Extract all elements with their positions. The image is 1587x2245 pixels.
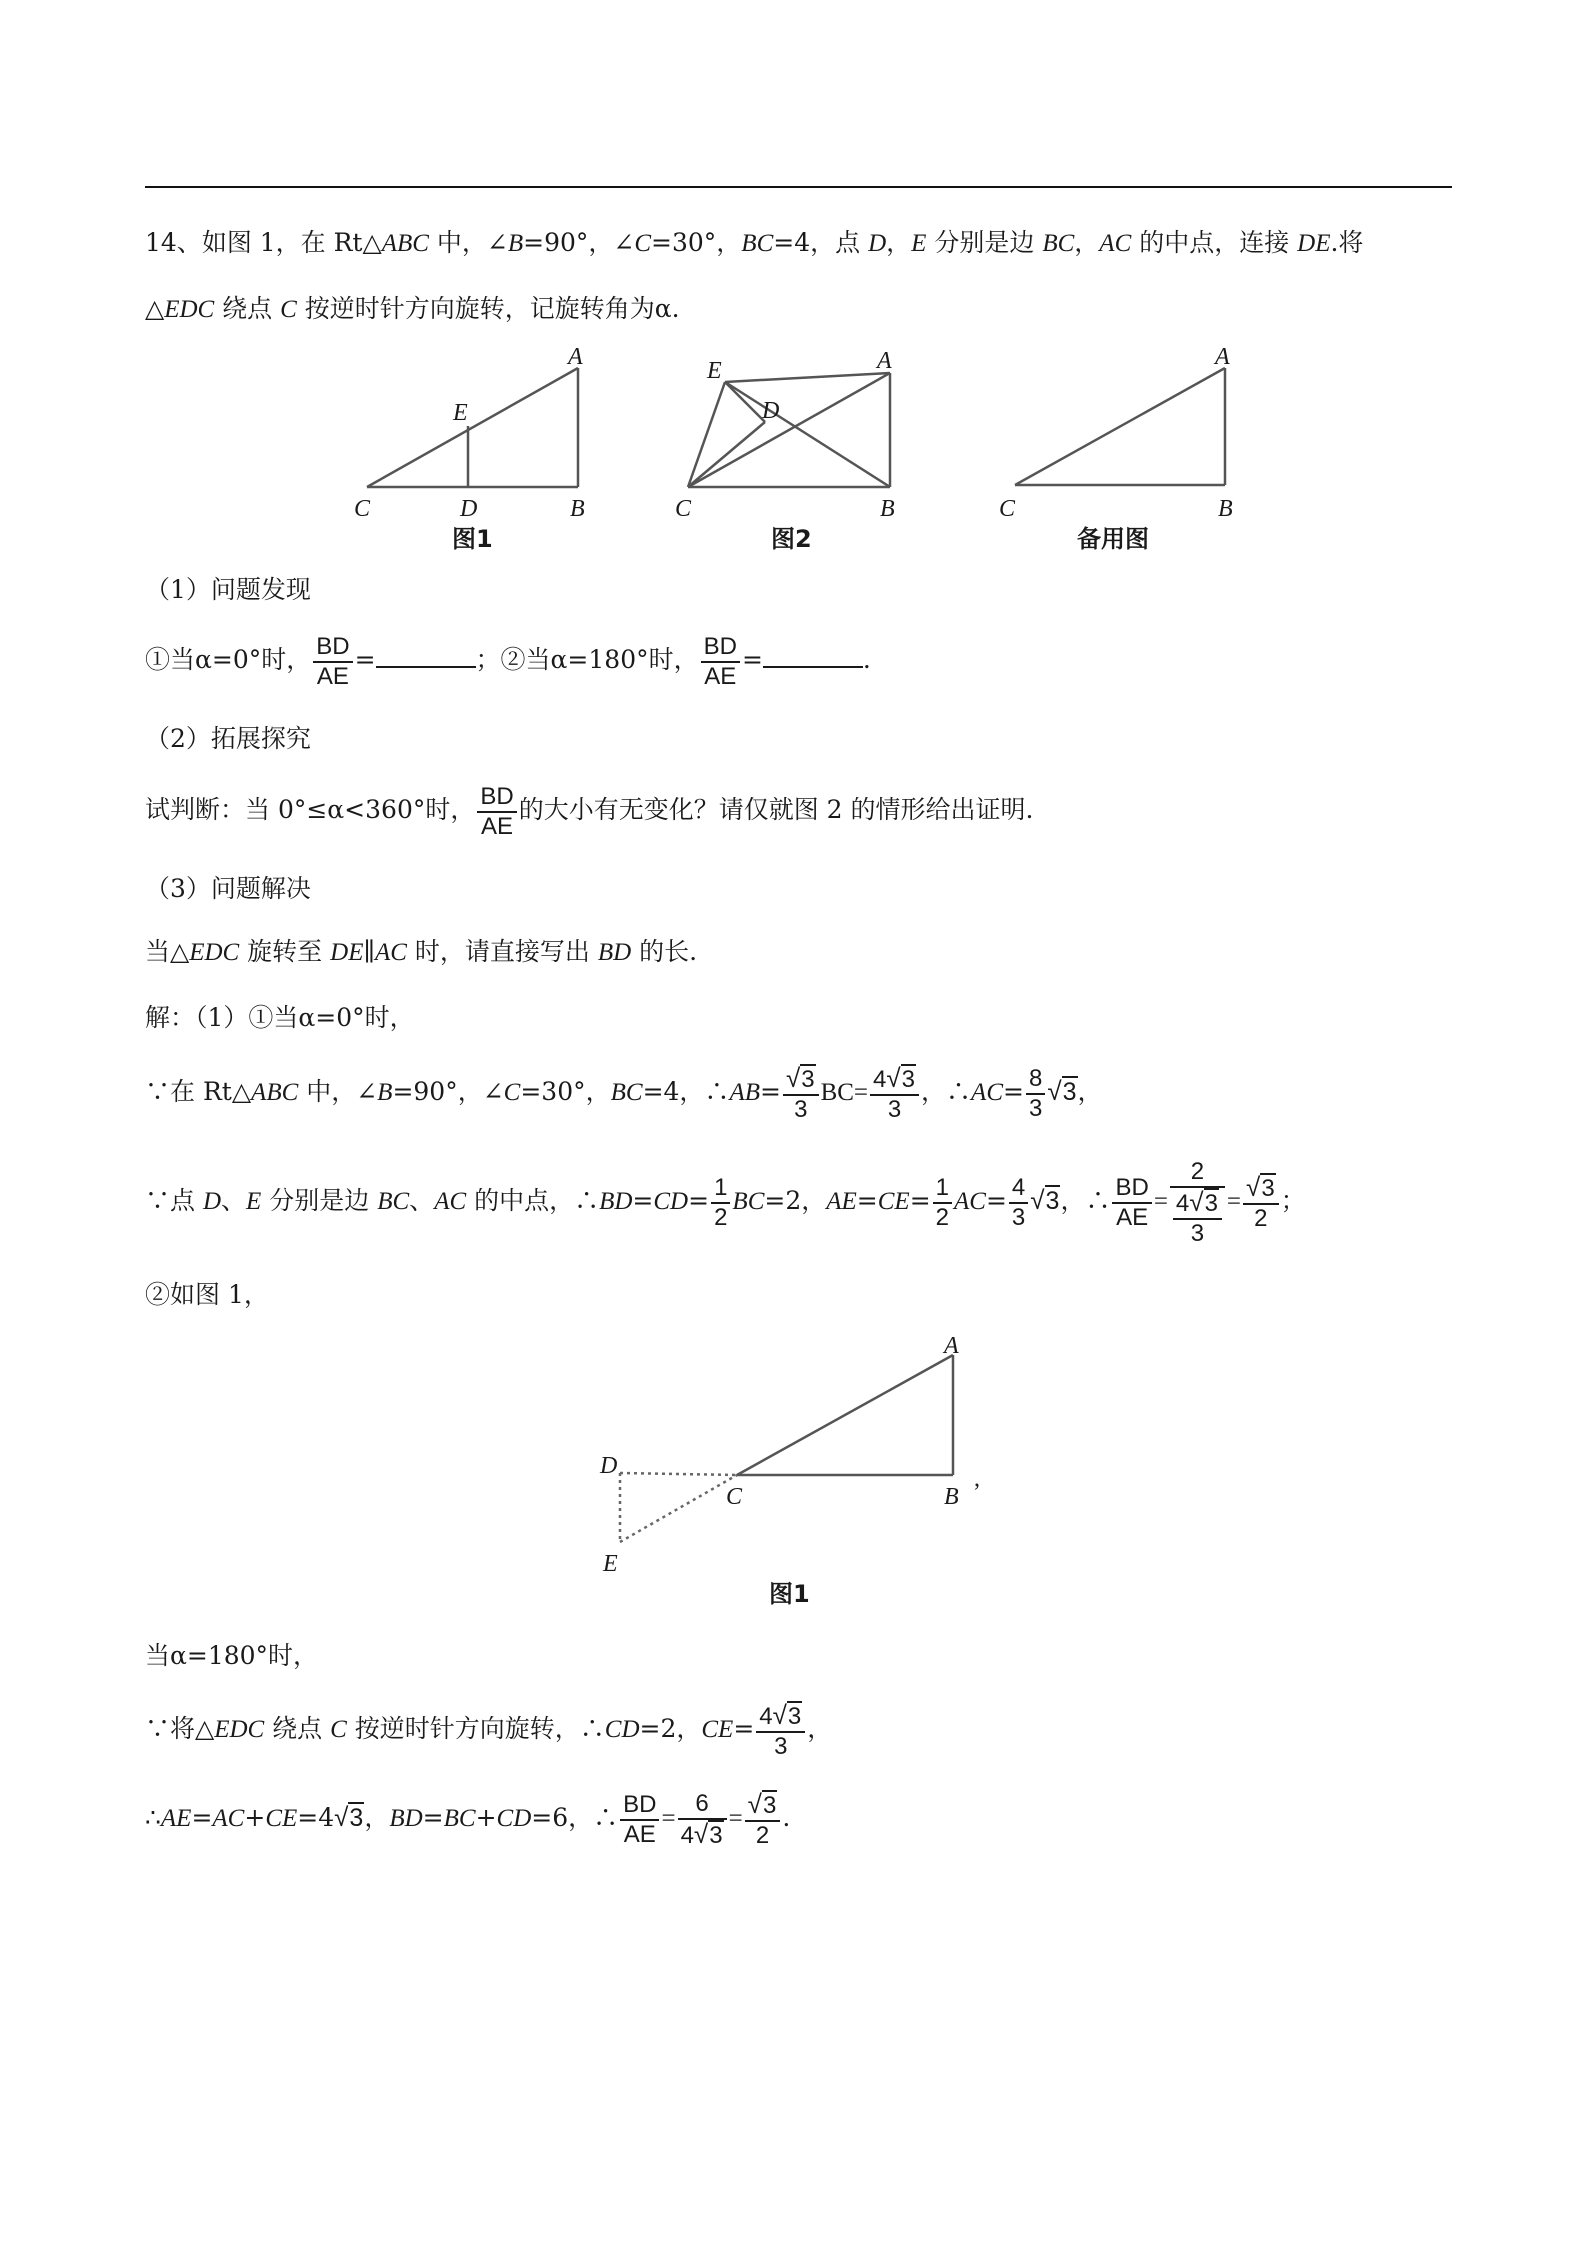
trailing-comma: , [974, 1466, 980, 1492]
radicand: 3 [787, 1702, 802, 1730]
fraction-bd-ae [1112, 1174, 1151, 1232]
label-C: C [354, 496, 371, 522]
denominator: AE [1112, 1202, 1151, 1232]
text: = [688, 1186, 710, 1215]
text: 中，∠ [298, 1077, 378, 1106]
label-B: B [570, 496, 585, 522]
denominator: 2 [711, 1202, 730, 1232]
text: 4 [680, 1821, 694, 1849]
solution-line-6 [145, 1696, 832, 1763]
text: =2， [764, 1186, 827, 1215]
text: ， [364, 1803, 390, 1832]
segment-ca [1015, 368, 1225, 485]
label-A: A [877, 348, 892, 374]
text: 的大小有无变化？请仅就图 2 的情形给出证明. [518, 795, 1034, 824]
text: C [280, 296, 297, 323]
text: ；②当α=180°时， [475, 645, 699, 674]
answer-blank-2[interactable] [763, 644, 863, 668]
text: CE [877, 1188, 910, 1215]
text: = [422, 1803, 444, 1832]
radical [1047, 1058, 1077, 1125]
text: 按逆时针方向旋转，记旋转角为α. [296, 294, 680, 323]
solution-line-2 [145, 1058, 1103, 1126]
radicand: 3 [1261, 1174, 1275, 1202]
text: =90°，∠ [523, 228, 635, 257]
text: D [868, 230, 887, 257]
fraction-root3-over-3 [783, 1064, 819, 1124]
fraction-bd-ae [620, 1791, 659, 1849]
text: 时，请直接写出 [406, 937, 598, 966]
figure-4 [585, 1318, 985, 1618]
text: ∵点 [145, 1186, 203, 1215]
radical [1246, 1173, 1276, 1203]
numerator: 8 [1028, 1064, 1043, 1092]
text: BD [599, 1188, 633, 1215]
text: =90°，∠ [392, 1077, 504, 1106]
radical [334, 1784, 364, 1851]
text: .将 [1330, 228, 1364, 257]
text: 分别是边 [261, 1186, 378, 1215]
text: BC= [820, 1079, 869, 1106]
solution-line-5: 当α=180°时， [145, 1641, 319, 1670]
text: = [909, 1186, 931, 1215]
text: C [503, 1079, 521, 1106]
part3-heading: （3）问题解决 [145, 874, 311, 903]
numerator [870, 1064, 919, 1094]
label-E: E [453, 400, 468, 426]
text: = [759, 1077, 781, 1106]
segment-dc-dotted [620, 1473, 737, 1475]
text: 的中点，连接 [1131, 228, 1298, 257]
text: BD [389, 1805, 423, 1832]
text: C [634, 230, 652, 257]
text: + [244, 1803, 266, 1832]
label-A: A [1215, 344, 1230, 370]
label-A: A [568, 344, 583, 370]
radicand: 3 [349, 1804, 364, 1832]
text: = [985, 1186, 1007, 1215]
text: BC [443, 1805, 476, 1832]
text: = [741, 645, 763, 674]
segment-ea [725, 373, 890, 382]
radicand: 3 [1062, 1078, 1077, 1106]
text: AE [313, 661, 352, 691]
fraction-4-over-3 [1009, 1174, 1028, 1232]
text: AC [954, 1188, 986, 1215]
text: = [661, 1805, 676, 1832]
text: = [1153, 1188, 1168, 1215]
text: = [632, 1186, 654, 1215]
label-B: B [880, 496, 895, 522]
text: ， [886, 228, 912, 257]
radical-sign: √ [886, 1062, 901, 1093]
text: ，∴ [1060, 1186, 1111, 1215]
label-C: C [726, 1484, 743, 1510]
radicand: 3 [901, 1065, 916, 1093]
numerator [1243, 1173, 1279, 1203]
text: CE [265, 1805, 298, 1832]
radical [694, 1820, 724, 1850]
denominator: 3 [1026, 1093, 1045, 1123]
text: 的长. [631, 937, 698, 966]
text: ∵将△ [145, 1714, 215, 1743]
radical-sign: √ [747, 1788, 762, 1819]
text: 分别是边 [926, 228, 1043, 257]
text: ABC [251, 1079, 299, 1106]
text: =30°， [520, 1077, 611, 1106]
text: ； [1280, 1186, 1306, 1215]
text: 试判断：当 0°≤α<360°时， [145, 795, 476, 824]
figure-4-caption: 图1 [769, 1580, 810, 1608]
radical-sign: √ [1030, 1185, 1045, 1215]
numerator [1173, 1188, 1222, 1218]
part1-question [145, 632, 871, 691]
label-C: C [999, 496, 1016, 522]
denominator: 2 [745, 1820, 781, 1850]
figure-2 [665, 340, 925, 555]
label-C: C [675, 496, 692, 522]
label-D: D [600, 1453, 618, 1479]
denominator: 2 [1243, 1203, 1279, 1233]
numerator: 1 [714, 1173, 728, 1201]
text: AE [701, 661, 740, 691]
numerator: BD [623, 1790, 657, 1818]
radical [1030, 1140, 1060, 1261]
solution-line-7 [145, 1784, 790, 1852]
text: DE [1297, 230, 1331, 257]
text: BD [316, 632, 350, 660]
text: = [728, 1805, 743, 1832]
figure-backup [995, 340, 1265, 555]
figure-1 [340, 340, 610, 555]
fraction-half [711, 1174, 730, 1232]
denominator: 3 [1173, 1218, 1222, 1248]
text: BD [703, 632, 737, 660]
text: ABC [381, 230, 429, 257]
text: ，∴ [921, 1077, 972, 1106]
label-E: E [707, 358, 722, 384]
text: =4 [297, 1803, 335, 1832]
text: EDC [164, 296, 215, 323]
numerator: 1 [935, 1173, 949, 1201]
part3-question [145, 937, 697, 968]
text: BC [377, 1188, 410, 1215]
numerator: 2 [1190, 1157, 1205, 1185]
numerator: BD [1115, 1173, 1149, 1201]
text: ∵在 Rt△ [145, 1077, 252, 1106]
text: EDC [214, 1716, 265, 1743]
inner-fraction [1173, 1188, 1222, 1248]
text: 按逆时针方向旋转，∴ [346, 1714, 605, 1743]
problem-number: 14、 [145, 228, 202, 257]
solution-line-4: ②如图 1， [145, 1280, 269, 1309]
fraction-bd-ae [701, 633, 740, 691]
text: =6，∴ [531, 1803, 619, 1832]
numerator [756, 1701, 805, 1731]
text: = [354, 645, 376, 674]
text: =30°， [651, 228, 742, 257]
text: 如图 1，在 Rt△ [201, 228, 382, 257]
text: AE [826, 1188, 857, 1215]
radicand: 3 [1045, 1187, 1060, 1215]
text: =4，∴ [642, 1077, 730, 1106]
figure-2-caption: 图2 [771, 525, 812, 553]
text: B [377, 1079, 393, 1106]
fraction-8-over-3 [1026, 1065, 1045, 1123]
text: 4 [759, 1702, 773, 1730]
text: = [733, 1714, 755, 1743]
text: = [1003, 1077, 1024, 1106]
denominator: 3 [870, 1094, 919, 1124]
radicand: 3 [709, 1821, 723, 1849]
fraction-bd-ae [477, 783, 516, 841]
fraction-bd-ae [313, 633, 352, 691]
text: + [475, 1803, 497, 1832]
segment-ca [688, 373, 890, 487]
text: 、 [221, 1186, 247, 1215]
text: 中，∠ [428, 228, 508, 257]
label-A: A [944, 1333, 959, 1359]
part1-heading: （1）问题发现 [145, 575, 311, 604]
compound-fraction [1170, 1158, 1225, 1248]
text: AE [160, 1805, 192, 1832]
text: BC [610, 1079, 643, 1106]
part2-question [145, 782, 1033, 841]
label-B: B [944, 1484, 959, 1510]
text: ， [1074, 228, 1100, 257]
text: =4，点 [773, 228, 869, 257]
radical [786, 1064, 816, 1094]
fraction-4root3-over-3 [756, 1701, 805, 1761]
segment-ca [367, 368, 578, 487]
problem-line-2 [145, 294, 680, 325]
radical [886, 1064, 916, 1094]
denominator [678, 1818, 727, 1850]
solution-line-3 [145, 1140, 1306, 1262]
numerator [745, 1790, 781, 1820]
text: AB [729, 1079, 760, 1106]
denominator: AE [620, 1819, 659, 1849]
text: CD [604, 1716, 640, 1743]
text: 、 [409, 1186, 435, 1215]
text: AC [375, 939, 407, 966]
text: BC [1042, 230, 1075, 257]
denominator [1170, 1186, 1225, 1248]
text: =2， [639, 1714, 702, 1743]
numerator [783, 1064, 819, 1094]
radicand: 3 [801, 1065, 815, 1093]
text: = [191, 1803, 213, 1832]
label-B: B [1218, 496, 1233, 522]
text: B [507, 230, 524, 257]
text: E [911, 230, 927, 257]
label-D: D [460, 496, 478, 522]
text: ， [1077, 1077, 1103, 1106]
text: 绕点 [214, 294, 281, 323]
denominator: 3 [783, 1094, 819, 1124]
radical [748, 1790, 778, 1820]
solution-line-1: 解：（1）①当α=0°时， [145, 1003, 415, 1032]
text: = [1226, 1188, 1242, 1215]
figure-backup-caption: 备用图 [1077, 525, 1149, 553]
radical-sign: √ [1189, 1186, 1204, 1217]
figure-1-caption: 图1 [452, 525, 493, 553]
header-rule [145, 186, 1452, 188]
text: ∴ [145, 1803, 161, 1832]
segment-ca [737, 1355, 953, 1475]
text: BC [741, 230, 774, 257]
numerator: 4 [1011, 1173, 1026, 1201]
text: AC [1099, 230, 1132, 257]
numerator: 6 [695, 1789, 709, 1817]
radical-sign: √ [785, 1062, 801, 1093]
text: EDC [189, 939, 240, 966]
fraction-4root3-over-3 [870, 1064, 919, 1124]
radical [773, 1701, 803, 1731]
text: BD [597, 939, 632, 966]
text: AE [477, 811, 516, 841]
text: △ [145, 294, 165, 323]
denominator: 3 [1009, 1202, 1028, 1232]
text: ①当α=0°时， [145, 645, 312, 674]
fraction-root3-over-2 [745, 1790, 781, 1850]
text: CE [701, 1716, 734, 1743]
text: BD [480, 782, 514, 810]
text: 当△ [145, 937, 190, 966]
text: AC [212, 1805, 245, 1832]
text: C [330, 1716, 347, 1743]
radicand: 3 [1204, 1189, 1218, 1217]
text: CD [496, 1805, 532, 1832]
radical-sign: √ [693, 1818, 709, 1849]
text: 旋转至 [239, 937, 331, 966]
text: 4 [1175, 1189, 1190, 1217]
radical-sign: √ [334, 1802, 349, 1832]
label-D: D [762, 398, 780, 424]
problem-line-1 [145, 228, 1363, 259]
text: BC [732, 1188, 765, 1215]
text: 绕点 [264, 1714, 331, 1743]
denominator: 3 [756, 1731, 805, 1761]
denominator: 2 [933, 1202, 952, 1232]
text: AC [971, 1079, 1003, 1106]
part2-heading: （2）拓展探究 [145, 724, 311, 753]
radicand: 3 [762, 1791, 777, 1819]
radical-sign: √ [1246, 1171, 1261, 1202]
text: D [202, 1188, 222, 1215]
fraction-6-over-4root3 [678, 1790, 727, 1850]
text: DE [330, 939, 364, 966]
text: CD [653, 1188, 689, 1215]
radical-sign: √ [1047, 1076, 1062, 1106]
fraction-root3-over-2 [1243, 1173, 1279, 1233]
text: AC [434, 1188, 467, 1215]
 [620, 1475, 737, 1542]
text: ， [807, 1714, 833, 1743]
fraction-half [933, 1174, 952, 1232]
answer-blank-1[interactable] [376, 644, 476, 668]
segment-ed [725, 382, 765, 422]
text: 的中点，∴ [466, 1186, 600, 1215]
text: . [782, 1803, 791, 1832]
text: 4 [873, 1065, 887, 1093]
label-E: E [603, 1551, 618, 1577]
radical-sign: √ [772, 1699, 787, 1730]
text: . [862, 645, 871, 674]
text: E [246, 1188, 262, 1215]
text: = [856, 1186, 878, 1215]
radical [1189, 1188, 1219, 1218]
text: ∥ [363, 937, 376, 966]
